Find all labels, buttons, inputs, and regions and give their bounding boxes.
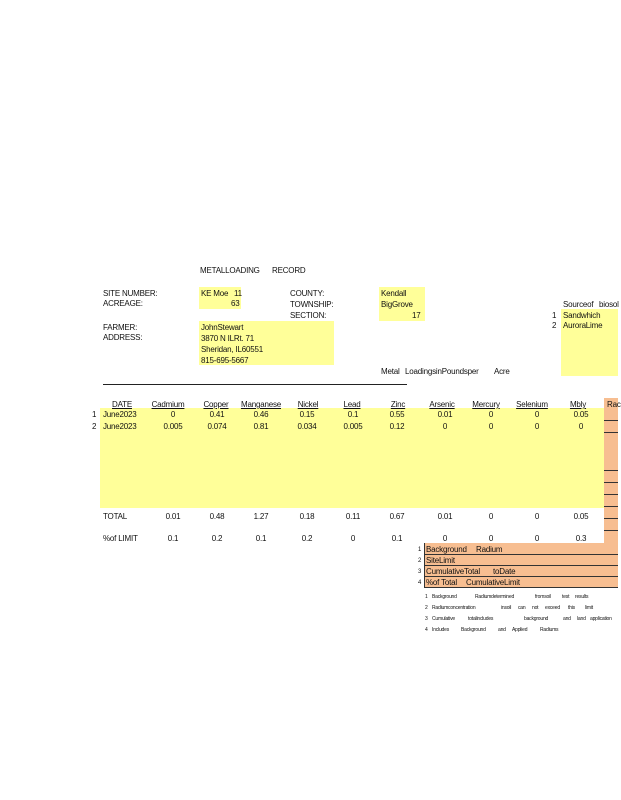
footnote-2-text: insoil [501,605,512,611]
total-selenium: 0 [534,512,540,521]
site-code: KE Moe [201,289,229,298]
strip-line [604,420,618,421]
row-1-arsenic: 0.01 [437,410,453,419]
row-2-cadmium: 0.005 [163,422,183,431]
footnote-2-text: limit [585,605,593,611]
strip-line [604,494,618,495]
row-1-cadmium: 0 [170,410,176,419]
row-1-date: June2023 [103,410,137,419]
row-2-mbly: 0 [578,422,584,431]
col-header-rac: Rac [607,400,621,409]
address-label: ADDRESS: [103,333,143,342]
total-cadmium: 0.01 [165,512,181,521]
address-line2: Sheridan, IL60551 [201,345,263,354]
total-lead: 0.11 [345,512,361,521]
township-value: BigGrove [381,300,413,309]
row-1-number: 1 [92,410,97,419]
sources-header-b: biosol [599,300,619,309]
limit-nickel: 0.2 [301,534,313,543]
footnote-2-text: not [532,605,539,611]
acreage-value: 63 [231,299,240,308]
limit-mbly: 0.3 [575,534,587,543]
footnote-3-text: land [577,616,586,622]
col-header-date: DATE [112,400,132,409]
farmer-name: JohnStewart [201,323,244,332]
source-1-name: Sandwhich [563,311,601,320]
strip-line [604,482,618,483]
row-2-number: 2 [92,422,97,431]
radium-row-2-num: 2 [418,558,422,564]
col-header-arsenic: Arsenic [429,400,455,409]
strip-line [604,530,618,531]
col-header-cadmium: Cadmium [151,400,185,409]
row-1-mercury: 0 [488,410,494,419]
radium-row-2-label: SiteLimit [426,556,455,565]
footnote-4-text: Radiums [540,627,559,633]
section-divider [103,384,407,385]
footnote-4-text: Background [461,627,486,633]
col-header-zinc: Zinc [390,400,406,409]
row-2-arsenic: 0 [442,422,448,431]
total-label: TOTAL [103,512,128,521]
footnote-1-text: Background [432,594,457,600]
limit-manganese: 0.1 [255,534,267,543]
col-header-selenium: Selenium [516,400,548,409]
row-1-lead: 0.1 [347,410,359,419]
row-1-mbly: 0.05 [573,410,589,419]
row-2-lead: 0.005 [343,422,363,431]
limit-zinc: 0.1 [391,534,403,543]
radium-row-1-label: Background [426,545,467,554]
row-2-nickel: 0.034 [297,422,317,431]
footnote-3-num: 3 [425,616,428,622]
limit-lead: 0 [350,534,356,543]
col-header-manganese: Manganese [240,400,281,409]
footnote-3-text: application [590,616,612,622]
footnote-1-text: Radiumdetermined [475,594,515,600]
footnote-1-text: test [562,594,570,600]
total-nickel: 0.18 [299,512,315,521]
farmer-label: FARMER: [103,323,138,332]
total-copper: 0.48 [209,512,225,521]
total-zinc: 0.67 [389,512,405,521]
footnote-2-text: this [568,605,575,611]
sources-header-a: Sourceof [563,300,594,309]
source-2-num: 2 [552,321,557,330]
radium-row-3-label-b: toDate [493,567,516,576]
row-1-copper: 0.41 [209,410,225,419]
radium-row-4-num: 4 [418,580,422,586]
strip-line [604,470,618,471]
col-header-nickel: Nickel [297,400,319,409]
footnote-4-num: 4 [425,627,428,633]
row-1-zinc: 0.55 [389,410,405,419]
footnote-4-text: Includes [432,627,450,633]
row-1-manganese: 0.46 [253,410,269,419]
footnote-1-text: fromsoil [535,594,551,600]
strip-line [604,506,618,507]
footnote-2-text: exceed [545,605,560,611]
limit-selenium: 0 [534,534,540,543]
source-2-name: AuroraLime [563,321,603,330]
limit-label: %of LIMIT [103,534,138,543]
footnote-3-text: background [524,616,549,622]
county-value: Kendall [381,289,407,298]
footnote-2-num: 2 [425,605,428,611]
radium-row-3-num: 3 [418,569,422,575]
footnote-1-text: results [575,594,589,600]
col-header-lead: Lead [343,400,361,409]
total-mercury: 0 [488,512,494,521]
radium-row-3-label: CumulativeTotal [426,567,480,576]
phone: 815-695-5667 [201,356,249,365]
loadings-heading-acre: Acre [494,367,510,376]
township-label: TOWNSHIP: [290,300,334,309]
loadings-heading-metal: Metal [381,367,400,376]
total-manganese: 1.27 [253,512,269,521]
row-2-selenium: 0 [534,422,540,431]
footnote-4-text: Applied [512,627,528,633]
radium-line [424,543,425,588]
footnote-2-text: can [518,605,526,611]
strip-line [604,432,618,433]
address-line1: 3870 N ILRt. 71 [201,334,255,343]
county-label: COUNTY: [290,289,325,298]
limit-cadmium: 0.1 [167,534,179,543]
row-1-nickel: 0.15 [299,410,315,419]
col-header-copper: Copper [203,400,229,409]
footnote-3-text: and [563,616,571,622]
radium-row-1-label-b: Radium [476,545,503,554]
footnote-1-num: 1 [425,594,428,600]
title-record: RECORD [272,266,306,275]
acreage-label: ACREAGE: [103,299,143,308]
source-1-num: 1 [552,311,557,320]
site-number-label: SITE NUMBER: [103,289,158,298]
total-mbly: 0.05 [573,512,589,521]
row-2-date: June2023 [103,422,137,431]
row-2-copper: 0.074 [207,422,227,431]
col-header-mercury: Mercury [472,400,500,409]
total-arsenic: 0.01 [437,512,453,521]
footnote-3-text: Cumulative [432,616,456,622]
row-2-manganese: 0.81 [253,422,269,431]
radium-row-1-num: 1 [418,547,422,553]
radium-row-4-label: %of Total [426,578,457,587]
loadings-heading-main: LoadingsinPoundsper [405,367,479,376]
strip-line [604,518,618,519]
title-metalloading: METALLOADING [200,266,260,275]
limit-mercury: 0 [488,534,494,543]
radium-row-4-label-b: CumulativeLimit [466,578,520,587]
limit-arsenic: 0 [442,534,448,543]
site-num: 11 [234,289,242,298]
row-2-mercury: 0 [488,422,494,431]
row-1-selenium: 0 [534,410,540,419]
row-2-zinc: 0.12 [389,422,405,431]
limit-copper: 0.2 [211,534,223,543]
col-header-mbly: Mbly [569,400,587,409]
section-label: SECTION: [290,311,327,320]
footnote-4-text: and [498,627,506,633]
footnote-2-text: Radiumconcentration [432,605,476,611]
section-value: 17 [412,311,421,320]
footnote-3-text: totalincludes [468,616,494,622]
